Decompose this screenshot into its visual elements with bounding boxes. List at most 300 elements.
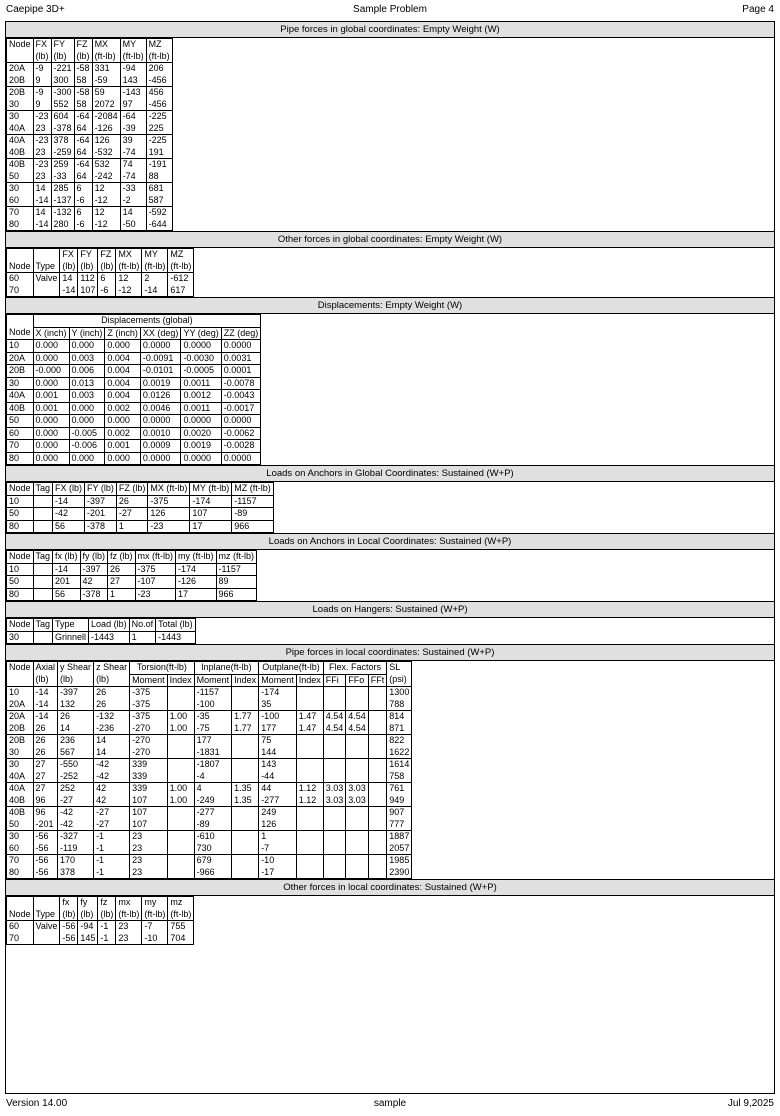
table-cell	[167, 747, 194, 759]
table-cell	[346, 855, 369, 867]
table-cell: 56	[53, 520, 85, 533]
table-row	[7, 855, 412, 867]
table-cell: -6	[74, 195, 92, 207]
table-cell: 1.00	[167, 723, 194, 735]
table-cell: -17	[259, 867, 297, 879]
table-cell: 0.001	[33, 390, 69, 403]
table-cell: 871	[387, 723, 412, 735]
table-cell: mx (ft-lb)	[135, 551, 176, 564]
table-cell	[33, 495, 53, 508]
table-cell: -201	[33, 819, 58, 831]
table-cell: 1300	[387, 687, 412, 699]
table-cell: 14	[33, 207, 51, 219]
table-cell	[346, 807, 369, 819]
table-cell	[232, 867, 259, 879]
table-cell: 42	[94, 783, 130, 795]
table-cell: 23	[116, 933, 142, 945]
table-row	[7, 159, 173, 171]
table-cell: Moment	[130, 674, 168, 687]
table-cell: Moment	[194, 674, 232, 687]
table-cell: 3.03	[323, 783, 346, 795]
table-cell: -0.0030	[181, 352, 221, 365]
table-cell: 39	[120, 135, 146, 147]
header-row	[7, 51, 173, 63]
table-cell: -0.0078	[221, 377, 261, 390]
table-cell: 0.000	[33, 452, 69, 465]
table-cell: 0.0126	[140, 390, 181, 403]
table-cell	[167, 819, 194, 831]
table-pipe-forces-local-wp	[6, 661, 412, 879]
table-cell: Flex. Factors	[323, 662, 387, 675]
table-cell: FZ	[98, 249, 116, 261]
table-cell: 1985	[387, 855, 412, 867]
table-cell: 206	[146, 63, 172, 75]
table-cell: 132	[58, 699, 94, 711]
table-cell: -132	[51, 207, 74, 219]
table-cell	[296, 699, 323, 711]
table-cell: 285	[51, 183, 74, 195]
table-cell: -7	[259, 843, 297, 855]
table-cell: (ft-lb)	[92, 51, 120, 63]
table-cell: 64	[74, 147, 92, 159]
table-cell: 70	[7, 855, 34, 867]
table-cell: 14	[33, 183, 51, 195]
table-cell: 252	[58, 783, 94, 795]
table-cell: -9	[33, 63, 51, 75]
table-cell	[346, 771, 369, 783]
table-cell	[33, 933, 60, 945]
table-cell: -33	[120, 183, 146, 195]
table-cell: Y (inch)	[69, 327, 105, 340]
table-cell	[7, 51, 34, 63]
table-cell: (ft-lb)	[120, 51, 146, 63]
table-row	[7, 402, 261, 415]
table-cell	[296, 843, 323, 855]
table-cell: 300	[51, 75, 74, 87]
table-cell	[346, 747, 369, 759]
table-cell: 1.47	[296, 711, 323, 723]
page-number: Page 4	[742, 4, 774, 15]
table-cell: -56	[60, 933, 78, 945]
table-cell: 1.00	[167, 711, 194, 723]
table-cell: MX (ft-lb)	[148, 483, 190, 496]
table-row	[7, 415, 261, 428]
table-cell: 1.77	[232, 723, 259, 735]
table-cell: 97	[120, 99, 146, 111]
table-cell: 10	[7, 687, 34, 699]
table-row	[7, 747, 412, 759]
table-cell: 170	[58, 855, 94, 867]
table-cell: -375	[148, 495, 190, 508]
table-cell: (ft-lb)	[116, 909, 142, 921]
table-cell: -1	[94, 867, 130, 879]
table-cell: Moment	[259, 674, 297, 687]
table-cell: -74	[120, 171, 146, 183]
table-cell: -270	[130, 723, 168, 735]
table-cell: my	[142, 897, 168, 909]
table-cell: -1	[98, 921, 116, 933]
table-cell: FX	[33, 39, 51, 51]
table-cell: 20B	[7, 87, 34, 99]
table-cell: Type	[33, 261, 60, 273]
table-row	[7, 495, 274, 508]
table-cell: 1	[259, 831, 297, 843]
table-cell: Tag	[33, 483, 53, 496]
table-cell: -64	[120, 111, 146, 123]
header-row	[7, 662, 412, 675]
table-row	[7, 699, 412, 711]
table-cell	[368, 831, 387, 843]
report-date: Jul 9,2025	[727, 1098, 774, 1109]
table-cell: No.of	[129, 619, 156, 632]
table-cell: -12	[92, 219, 120, 231]
table-cell: -14	[33, 711, 58, 723]
table-cell: 0.000	[105, 340, 141, 353]
table-cell: 0.0000	[181, 415, 221, 428]
table-cell: 9	[33, 75, 51, 87]
table-cell: -89	[194, 819, 232, 831]
table-cell	[368, 699, 387, 711]
table-cell: 23	[33, 123, 51, 135]
table-cell: 58	[74, 75, 92, 87]
table-cell: -610	[194, 831, 232, 843]
table-cell: -42	[94, 771, 130, 783]
table-cell: 0.000	[105, 452, 141, 465]
table-cell: 567	[58, 747, 94, 759]
table-cell: 126	[148, 508, 190, 521]
table-cell: 26	[94, 687, 130, 699]
table-cell: 88	[146, 171, 172, 183]
table-cell: -1807	[194, 759, 232, 771]
table-cell: (lb)	[58, 674, 94, 687]
table-cell: Outplane(ft-lb)	[259, 662, 324, 675]
table-row	[7, 87, 173, 99]
table-cell	[167, 759, 194, 771]
table-row	[7, 285, 194, 297]
table-cell	[296, 771, 323, 783]
table-cell: -375	[130, 699, 168, 711]
table-cell: -1157	[232, 495, 274, 508]
table-cell: Type	[33, 909, 60, 921]
table-cell	[167, 855, 194, 867]
table-sec6	[6, 618, 196, 644]
table-cell	[7, 315, 34, 328]
table-cell: 10	[7, 563, 34, 576]
header-row	[7, 261, 194, 273]
table-row	[7, 147, 173, 159]
table-cell: -4	[194, 771, 232, 783]
table-cell: 1	[116, 520, 148, 533]
table-row	[7, 520, 274, 533]
table-cell	[7, 249, 34, 261]
table-cell: -137	[51, 195, 74, 207]
table-cell: 177	[194, 735, 232, 747]
table-cell: 0.004	[105, 365, 141, 378]
table-cell: (lb)	[33, 674, 58, 687]
table-cell: 26	[108, 563, 136, 576]
table-cell: -0.0043	[221, 390, 261, 403]
table-cell: 20A	[7, 699, 34, 711]
table-cell: 23	[130, 843, 168, 855]
table-cell	[296, 819, 323, 831]
table-cell	[346, 687, 369, 699]
table-cell: 112	[78, 273, 98, 285]
table-cell	[323, 687, 346, 699]
table-cell: -58	[74, 87, 92, 99]
table-row	[7, 452, 261, 465]
table-cell: Grinnell	[53, 631, 89, 644]
table-row	[7, 588, 257, 601]
table-cell: 3.03	[346, 783, 369, 795]
table-cell: 0.0046	[140, 402, 181, 415]
table-cell	[167, 807, 194, 819]
table-cell: Displacements (global)	[33, 315, 261, 328]
table-cell	[7, 674, 34, 687]
table-cell: YY (deg)	[181, 327, 221, 340]
table-cell: 0.0000	[221, 452, 261, 465]
table-cell: 777	[387, 819, 412, 831]
table-cell	[368, 855, 387, 867]
table-cell: fx	[60, 897, 78, 909]
table-cell: 40A	[7, 135, 34, 147]
table-cell: (lb)	[98, 261, 116, 273]
table-row	[7, 427, 261, 440]
table-row	[7, 63, 173, 75]
table-cell: -277	[259, 795, 297, 807]
table-cell: -89	[232, 508, 274, 521]
table-cell: 17	[190, 520, 232, 533]
table-cell: 339	[130, 771, 168, 783]
table-cell: 64	[74, 123, 92, 135]
table-cell: -375	[130, 711, 168, 723]
table-cell: 26	[94, 699, 130, 711]
table-cell	[296, 855, 323, 867]
table-cell: 0.002	[105, 402, 141, 415]
table-cell: -225	[146, 111, 172, 123]
section-title: Loads on Anchors in Local Coordinates: Sustained (W+P)	[6, 533, 774, 550]
table-cell: 20A	[7, 711, 34, 723]
table-cell: MZ	[146, 39, 172, 51]
table-cell: -23	[148, 520, 190, 533]
table-cell: MZ (ft-lb)	[232, 483, 274, 496]
table-row	[7, 219, 173, 231]
table-cell: 14	[60, 273, 78, 285]
table-cell: 14	[120, 207, 146, 219]
table-other-forces-global-w	[6, 248, 194, 297]
version-label: Version 14.00	[6, 1098, 68, 1109]
table-cell: my (ft-lb)	[176, 551, 217, 564]
table-cell: (psi)	[387, 674, 412, 687]
table-cell: 56	[53, 588, 81, 601]
problem-title: Sample Problem	[353, 4, 427, 15]
table-cell: 339	[130, 783, 168, 795]
table-cell: 788	[387, 699, 412, 711]
table-cell: -42	[53, 508, 85, 521]
table-cell: 126	[92, 135, 120, 147]
table-cell: -1	[94, 831, 130, 843]
table-cell: 35	[259, 699, 297, 711]
table-row	[7, 123, 173, 135]
table-cell: -126	[176, 576, 217, 589]
table-displacements-w	[6, 314, 261, 465]
table-cell: -174	[176, 563, 217, 576]
table-cell: 20B	[7, 723, 34, 735]
table-cell: -14	[53, 563, 81, 576]
table-cell: 23	[33, 171, 51, 183]
table-cell: -191	[146, 159, 172, 171]
table-cell: -277	[194, 807, 232, 819]
table-cell	[323, 699, 346, 711]
table-cell: -397	[58, 687, 94, 699]
table-cell: 3.03	[323, 795, 346, 807]
table-cell: 50	[7, 508, 34, 521]
file-name: sample	[373, 1098, 407, 1109]
table-row	[7, 711, 412, 723]
table-cell: 6	[98, 273, 116, 285]
table-cell	[368, 795, 387, 807]
table-cell: FY	[78, 249, 98, 261]
table-cell	[368, 843, 387, 855]
header-row	[7, 897, 194, 909]
table-cell: 0.000	[33, 352, 69, 365]
table-cell: 80	[7, 452, 34, 465]
table-cell: 966	[216, 588, 257, 601]
table-cell: -397	[85, 495, 117, 508]
table-row	[7, 723, 412, 735]
table-row	[7, 783, 412, 795]
table-cell: 42	[80, 576, 108, 589]
table-cell: -12	[92, 195, 120, 207]
header-row	[7, 249, 194, 261]
table-row	[7, 921, 194, 933]
table-cell: 0.000	[33, 415, 69, 428]
table-cell: 249	[259, 807, 297, 819]
table-cell: 50	[7, 415, 34, 428]
table-cell: 27	[33, 783, 58, 795]
table-cell: 80	[7, 867, 34, 879]
page-footer	[6, 1098, 774, 1112]
table-cell	[167, 687, 194, 699]
table-cell: 0.0000	[140, 340, 181, 353]
table-cell	[167, 699, 194, 711]
table-cell: 0.0000	[221, 415, 261, 428]
table-cell	[232, 831, 259, 843]
table-cell: (lb)	[74, 51, 92, 63]
table-cell: -56	[60, 921, 78, 933]
table-cell: Index	[167, 674, 194, 687]
table-cell	[368, 711, 387, 723]
table-cell: (lb)	[94, 674, 130, 687]
table-cell: 0.000	[69, 402, 105, 415]
table-cell: 10	[7, 495, 34, 508]
table-cell: -532	[92, 147, 120, 159]
table-cell: 681	[146, 183, 172, 195]
table-cell: 604	[51, 111, 74, 123]
table-cell: -327	[58, 831, 94, 843]
table-cell: 40A	[7, 123, 34, 135]
table-cell: FFt	[368, 674, 387, 687]
table-cell: 339	[130, 759, 168, 771]
table-cell: 64	[74, 171, 92, 183]
table-cell	[346, 759, 369, 771]
table-cell	[368, 807, 387, 819]
table-cell: 70	[7, 207, 34, 219]
table-cell: (lb)	[60, 261, 78, 273]
table-cell: Tag	[33, 551, 53, 564]
table-row	[7, 771, 412, 783]
table-cell: -592	[146, 207, 172, 219]
table-cell: (ft-lb)	[168, 909, 194, 921]
table-cell: -966	[194, 867, 232, 879]
table-cell: MX	[116, 249, 142, 261]
table-cell: 0.0009	[140, 440, 181, 453]
table-cell	[33, 520, 53, 533]
table-cell: -0.0028	[221, 440, 261, 453]
table-cell: -27	[94, 807, 130, 819]
table-cell: 0.0000	[181, 452, 221, 465]
table-cell: fx (lb)	[53, 551, 81, 564]
table-row	[7, 207, 173, 219]
table-cell: 4	[194, 783, 232, 795]
table-cell: 1.35	[232, 783, 259, 795]
table-cell: (ft-lb)	[142, 261, 168, 273]
table-cell: 552	[51, 99, 74, 111]
table-cell: 40B	[7, 402, 34, 415]
table-cell: 0.013	[69, 377, 105, 390]
table-cell	[7, 897, 34, 909]
table-cell: -12	[116, 285, 142, 297]
table-cell: 58	[74, 99, 92, 111]
table-cell	[368, 819, 387, 831]
table-cell: 9	[33, 99, 51, 111]
table-cell	[33, 631, 53, 644]
table-cell: -94	[120, 63, 146, 75]
table-cell: 20B	[7, 75, 34, 87]
table-cell: 143	[259, 759, 297, 771]
table-row	[7, 819, 412, 831]
table-cell: 107	[78, 285, 98, 297]
table-cell: -1443	[156, 631, 196, 644]
table-cell: y Shear	[58, 662, 94, 675]
table-row	[7, 390, 261, 403]
table-cell: 12	[92, 183, 120, 195]
table-cell: 107	[130, 819, 168, 831]
table-cell: 0.0020	[181, 427, 221, 440]
table-cell: Node	[7, 261, 34, 273]
table-cell: fz (lb)	[108, 551, 136, 564]
table-cell: 456	[146, 87, 172, 99]
table-cell: (lb)	[98, 909, 116, 921]
table-cell: -236	[94, 723, 130, 735]
table-cell: 0.0010	[140, 427, 181, 440]
table-cell: mz	[168, 897, 194, 909]
table-cell: Node	[7, 909, 34, 921]
table-cell: (ft-lb)	[168, 261, 194, 273]
table-row	[7, 195, 173, 207]
table-cell	[296, 867, 323, 879]
table-cell: 60	[7, 843, 34, 855]
table-cell: 70	[7, 440, 34, 453]
table-cell: 4.54	[346, 711, 369, 723]
table-cell: 50	[7, 576, 34, 589]
table-cell: Node	[7, 39, 34, 51]
table-cell: 0.0031	[221, 352, 261, 365]
table-cell: MY (ft-lb)	[190, 483, 232, 496]
table-row	[7, 99, 173, 111]
table-cell: 6	[74, 183, 92, 195]
table-row	[7, 171, 173, 183]
table-cell: -375	[130, 687, 168, 699]
